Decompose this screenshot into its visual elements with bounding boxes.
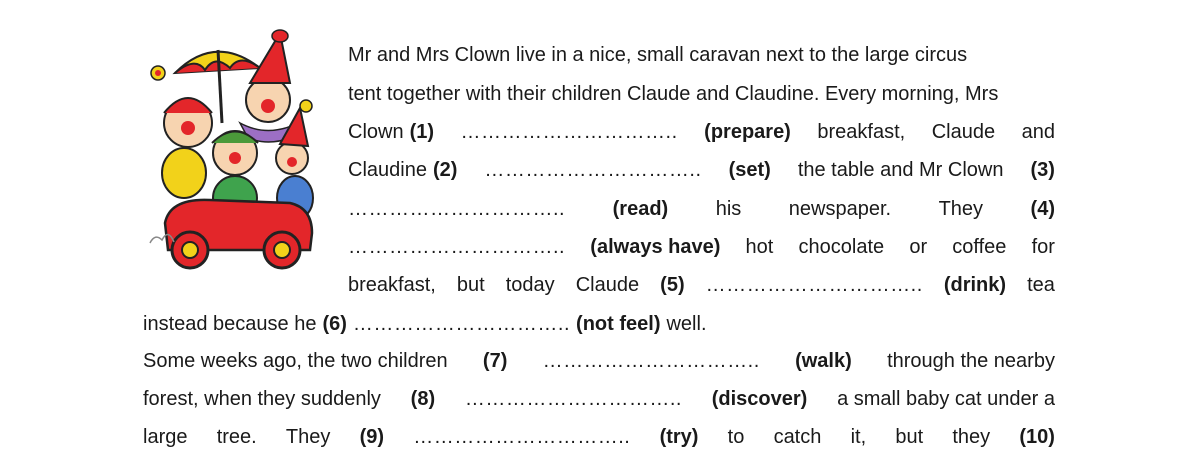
text-segment: Claude — [575, 274, 640, 296]
verb-hint-4: (always have) — [590, 236, 721, 258]
line-6 — [348, 235, 1055, 259]
text-segment: a small baby cat under a — [837, 388, 1055, 410]
verb-hint-2: (set) — [728, 159, 771, 181]
text-segment: They — [285, 426, 331, 448]
text-segment: tea — [1027, 274, 1055, 296]
text-segment: large — [143, 426, 188, 448]
text-segment: or — [909, 236, 928, 258]
line-3 — [348, 120, 1055, 144]
text-segment: forest, when they suddenly — [143, 388, 381, 410]
text-segment: today — [505, 274, 555, 296]
blank-4[interactable]: ………………………….. — [348, 236, 566, 258]
verb-hint-5: (drink) — [943, 274, 1007, 296]
gap-number-9: (9) — [359, 426, 385, 448]
text-segment: coffee — [952, 236, 1007, 258]
text-segment: to — [727, 426, 745, 448]
line-1 — [348, 43, 967, 67]
text-segment: tent together with their children Claude and Claudine. Every morning, Mrs — [348, 83, 999, 105]
text-segment: Claude — [931, 121, 996, 143]
gap-number-10: (10) — [1019, 426, 1055, 448]
verb-hint-9: (try) — [659, 426, 699, 448]
gap-number-5: (5) — [660, 274, 685, 296]
text-segment: chocolate — [798, 236, 885, 258]
blank-7[interactable]: ………………………….. — [542, 350, 760, 372]
text-segment: Clown — [348, 121, 404, 143]
text-segment: and — [1021, 121, 1055, 143]
line-9 — [143, 349, 1055, 373]
blank-8[interactable]: ………………………….. — [464, 388, 682, 410]
text-segment: breakfast, — [817, 121, 906, 143]
text-segment: Mr and Mrs Clown live in a nice, small caravan next to the large circus — [348, 44, 968, 66]
text-segment: Some weeks ago, the two children — [143, 350, 448, 372]
line-7 — [348, 273, 1055, 297]
blank-9[interactable]: ………………………….. — [413, 426, 631, 448]
gap-number-6: (6) — [322, 313, 347, 335]
line-8 — [143, 312, 707, 336]
blank-6[interactable]: ………………………….. — [352, 313, 571, 335]
gap-number-4: (4) — [1030, 198, 1055, 220]
text-segment: instead because he — [143, 313, 317, 335]
verb-hint-7: (walk) — [795, 350, 852, 372]
text-segment: they — [952, 426, 991, 448]
gap-number-2: (2) — [432, 159, 458, 181]
blank-5[interactable]: ………………………….. — [705, 274, 923, 296]
verb-hint-6: (not feel) — [576, 313, 661, 335]
text-segment: through the nearby — [887, 350, 1055, 372]
blank-2[interactable]: ………………………….. — [484, 159, 702, 181]
text-segment: the table and Mr Clown — [797, 159, 1004, 181]
gap-number-3: (3) — [1030, 159, 1055, 181]
line-10 — [143, 387, 1055, 411]
text-segment: for — [1031, 236, 1055, 258]
text-segment: his — [715, 198, 742, 220]
verb-hint-3: (read) — [612, 198, 669, 220]
verb-hint-1: (prepare) — [704, 121, 791, 143]
text-segment: hot — [745, 236, 774, 258]
text-segment: catch — [773, 426, 822, 448]
text-segment: Claudine — [348, 159, 427, 181]
gap-number-8: (8) — [410, 388, 436, 410]
text-segment: but — [456, 274, 485, 296]
text-segment: well. — [666, 313, 707, 335]
text-segment: but — [895, 426, 924, 448]
clowns-illustration — [140, 28, 330, 273]
blank-3[interactable]: ………………………….. — [348, 198, 566, 220]
text-segment: tree. — [216, 426, 257, 448]
text-segment: newspaper. — [788, 198, 892, 220]
line-4 — [348, 158, 1055, 182]
text-segment: They — [938, 198, 984, 220]
line-2 — [348, 82, 998, 106]
text-segment: breakfast, — [348, 274, 436, 296]
blank-1[interactable]: ………………………….. — [460, 121, 678, 143]
line-11 — [143, 425, 1055, 449]
gap-number-1: (1) — [409, 121, 435, 143]
text-segment: it, — [850, 426, 867, 448]
line-5 — [348, 197, 1055, 221]
verb-hint-8: (discover) — [711, 388, 808, 410]
gap-number-7: (7) — [482, 350, 508, 372]
